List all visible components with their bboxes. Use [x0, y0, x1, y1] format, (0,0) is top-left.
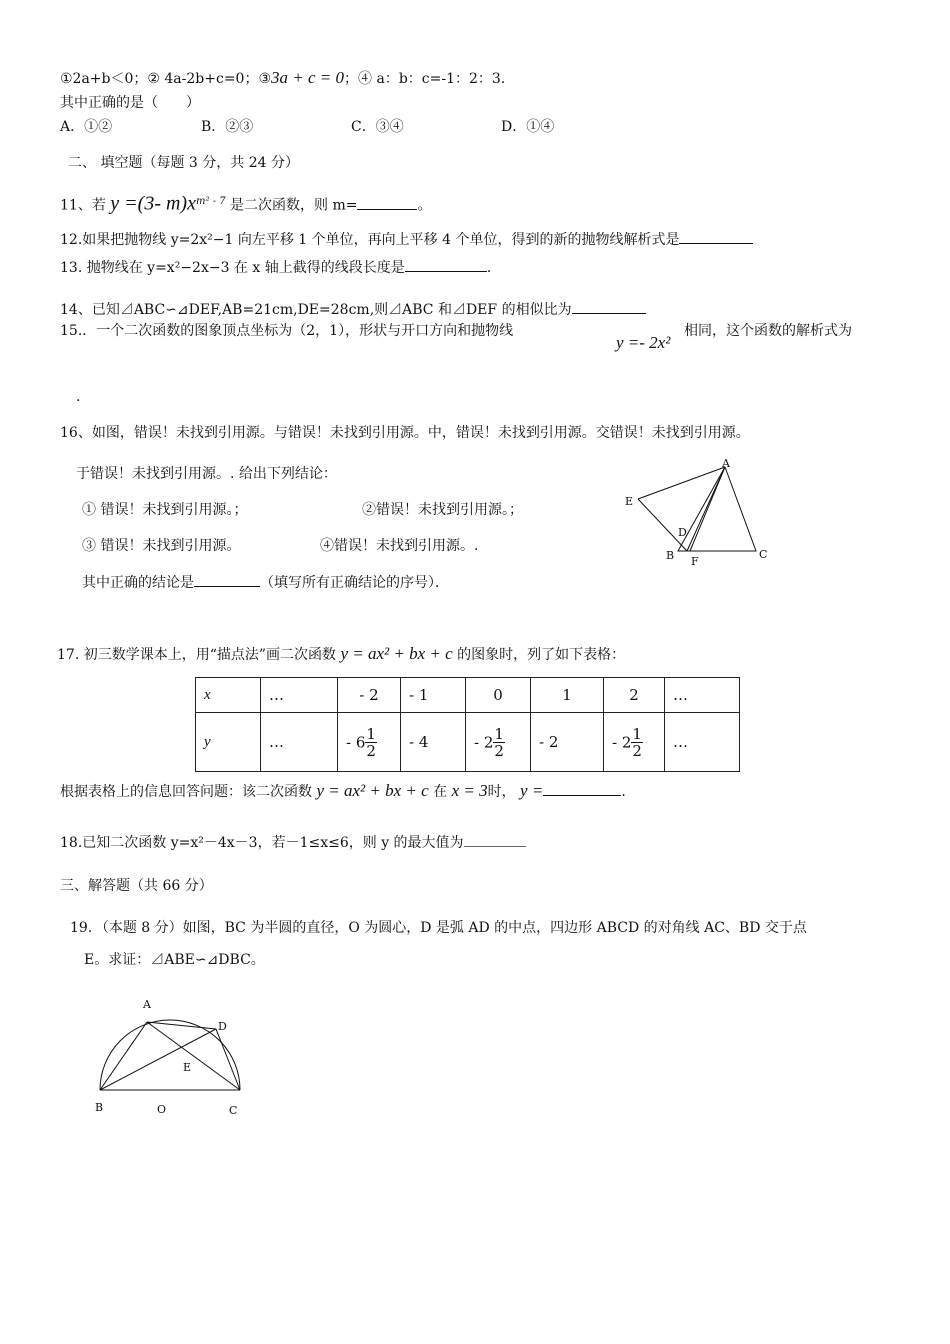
q19-label-o: O — [157, 1103, 167, 1116]
table-x-cell: 1 — [531, 678, 604, 713]
q16-conclusion-4: ④错误！未找到引用源。. — [320, 538, 479, 554]
q19-semicircle-figure — [85, 990, 255, 1120]
q11: 11、若 y =(3- $m)x^{m^2 - 7}$ 是二次函数，则 m= 。 — [60, 192, 432, 215]
table-y-cell: - 2 $\frac{1}{2}$ — [604, 713, 665, 772]
section2-heading: 二、 填空题（每题 3 分，共 24 分） — [68, 155, 299, 171]
table-y-cell: - 6 $\frac{1}{2}$ — [338, 713, 401, 772]
q15-line2: 相同，这个函数的解析式为 — [684, 323, 852, 339]
q17-table — [195, 677, 740, 772]
q16-answer: 其中正确的结论是 （填写所有正确结论的序号）． — [82, 572, 449, 593]
section3-heading: 三、解答题（共 66 分） — [60, 878, 213, 894]
table-y-cell: - 2 $\frac{1}{2}$ — [466, 713, 531, 772]
q17-line: 17. 初三数学课本上，用“描点法”画二次函数 y = ax² + bx + c 的图象时，列了如下表格： — [57, 644, 626, 663]
table-y-label: y — [196, 713, 261, 772]
q10-option-b: B．②③ — [201, 119, 254, 135]
q19-line2: E。求证：⊿ABE∽⊿DBC。 — [84, 952, 265, 968]
q16-conclusion-1: ① 错误！未找到引用源。； — [82, 502, 248, 518]
table-x-label: x — [196, 678, 261, 713]
q16-label-f: F — [691, 555, 699, 568]
table-x-cell: 0 — [466, 678, 531, 713]
q15-formula: y =- 2x² — [616, 333, 671, 352]
q10-prompt: 其中正确的是（ ） — [60, 95, 200, 111]
q19-label-e: E — [183, 1061, 192, 1074]
q16-triangle-figure — [620, 455, 780, 570]
q16-line2: 于错误！未找到引用源。. 给出下列结论： — [76, 466, 337, 482]
table-y-cell: - 4 — [401, 713, 466, 772]
q16-label-d: D — [678, 526, 687, 539]
q10-option-a: A．①② — [60, 119, 113, 135]
q16-conclusion-2: ②错误！未找到引用源。； — [362, 502, 523, 518]
q19-label-b: B — [95, 1101, 104, 1114]
q16-label-e: E — [625, 495, 634, 508]
q16-label-a: A — [722, 457, 730, 470]
q10-conditions: ①2a+b＜0；② 4a-2b+c=0；③3a + c = 0；④ a：b：c=-1：2：3． — [60, 68, 515, 87]
q19-line1: 19．（本题 8 分）如图，BC 为半圆的直径，O 为圆心，D 是弧 AD 的中点，四边形 ABCD 的对角线 AC、BD 交于点 — [70, 920, 807, 936]
table-x-cell: … — [261, 678, 338, 713]
q18: 18.已知二次函数 y=x²－4x－3，若－1≤x≤6，则 y 的最大值为 — [60, 832, 526, 853]
q17-follow: 根据表格上的信息回答问题：该二次函数 y = ax² + bx + c 在 x = 3时， y = . — [60, 781, 626, 800]
table-x-cell: 2 — [604, 678, 665, 713]
q16-label-b: B — [666, 549, 675, 562]
q16-conclusion-3: ③ 错误！未找到引用源。 — [82, 538, 241, 554]
q19-label-c: C — [229, 1104, 238, 1117]
q15-dot: . — [76, 389, 81, 405]
table-y-cell: … — [665, 713, 740, 772]
table-x-cell: … — [665, 678, 740, 713]
table-y-cell: … — [261, 713, 338, 772]
q14: 14、已知⊿ABC∽⊿DEF,AB=21cm,DE=28cm,则⊿ABC 和⊿DEF 的相似比为 — [60, 299, 646, 320]
q10-option-c: C．③④ — [351, 119, 404, 135]
q19-label-a: A — [143, 998, 151, 1011]
q10-option-d: D．①④ — [501, 119, 555, 135]
table-x-cell: - 1 — [401, 678, 466, 713]
table-y-cell: - 2 — [531, 713, 604, 772]
q12: 12.如果把抛物线 y=2x²−1 向左平移 1 个单位，再向上平移 4 个单位，得到的新的抛物线解析式是 — [60, 229, 753, 250]
table-x-cell: - 2 — [338, 678, 401, 713]
q16-label-c: C — [759, 548, 768, 561]
q15-line: 15.．一个二次函数的图象顶点坐标为（2，1），形状与开口方向和抛物线 — [60, 323, 514, 339]
q16-line1: 16、如图，错误！未找到引用源。与错误！未找到引用源。中，错误！未找到引用源。交错误！未找到引用源。 — [60, 425, 750, 441]
q19-label-d: D — [218, 1020, 227, 1033]
q13: 13. 抛物线在 y=x²−2x−3 在 x 轴上截得的线段长度是 . — [60, 257, 491, 278]
